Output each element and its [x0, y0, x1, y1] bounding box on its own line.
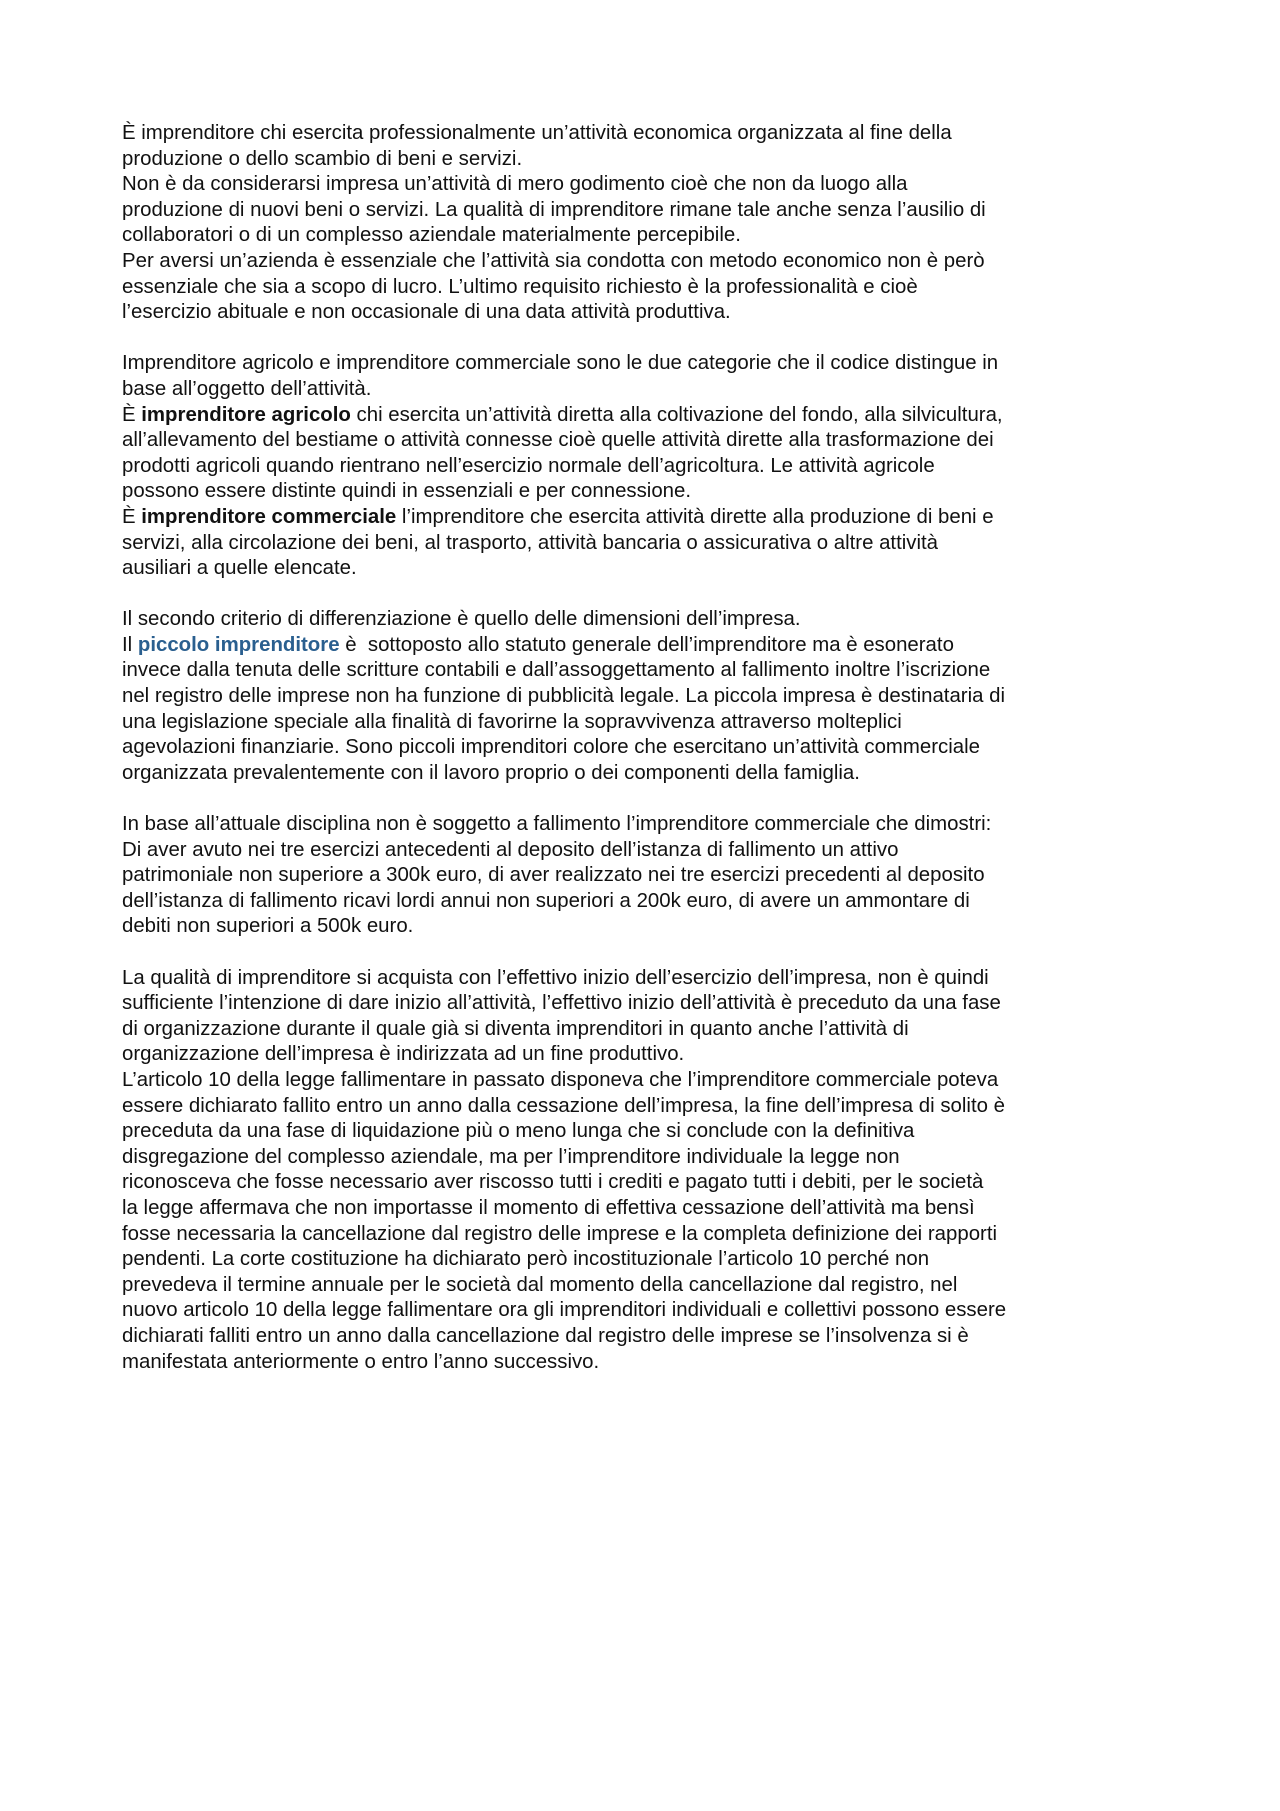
text-run: produzione o dello scambio di beni e servizi.	[122, 147, 523, 170]
text-run: l’esercizio abituale e non occasionale di una data attività produttiva.	[122, 301, 731, 324]
text-run: fosse necessaria la cancellazione dal registro delle imprese e la completa definizione dei rapporti	[122, 1222, 998, 1245]
text-run: è sottoposto allo statuto generale dell’imprenditore ma è esonerato	[339, 633, 954, 656]
text-run: possono essere distinte quindi in essenziali e per connessione.	[122, 480, 692, 503]
text-run: preceduta da una fase di liquidazione più o meno lunga che si conclude con la definitiva	[122, 1120, 915, 1143]
paragraph-gap	[122, 326, 1172, 352]
text-line	[122, 1042, 1172, 1068]
paragraph-gap	[122, 940, 1172, 966]
text-line	[122, 351, 1172, 377]
text-line	[122, 377, 1172, 403]
text-run: È	[122, 403, 142, 426]
text-line	[122, 607, 1172, 633]
text-run: Imprenditore agricolo e imprenditore commerciale sono le due categorie che il codice distingue in	[122, 352, 999, 375]
text-run: patrimoniale non superiore a 300k euro, di aver realizzato nei tre esercizi precedenti al deposito	[122, 864, 985, 887]
text-line	[122, 1247, 1172, 1273]
text-line	[122, 505, 1172, 531]
text-line	[122, 403, 1172, 429]
text-run: l’imprenditore che esercita attività dirette alla produzione di beni e	[396, 505, 994, 528]
text-line	[122, 889, 1172, 915]
text-run: prodotti agricoli quando rientrano nell’esercizio normale dell’agricoltura. Le attività agricole	[122, 454, 935, 477]
paragraph	[122, 351, 1172, 581]
bold-term: imprenditore agricolo	[141, 403, 351, 426]
text-run: agevolazioni finanziarie. Sono piccoli imprenditori colore che esercitano un’attività commerciale	[122, 736, 980, 759]
text-line	[122, 966, 1172, 992]
text-run: organizzazione dell’impresa è indirizzata ad un fine produttivo.	[122, 1043, 685, 1066]
text-run: pendenti. La corte costituzione ha dichiarato però incostituzionale l’articolo 10 perché non	[122, 1248, 930, 1271]
text-run: È	[122, 505, 142, 528]
text-run: produzione di nuovi beni o servizi. La qualità di imprenditore rimane tale anche senza l’ausilio di	[122, 198, 986, 221]
text-line	[122, 1170, 1172, 1196]
paragraph	[122, 812, 1172, 940]
highlighted-term: piccolo imprenditore	[137, 633, 340, 656]
text-run: La qualità di imprenditore si acquista con l’effettivo inizio dell’esercizio dell’impresa, non è quindi	[122, 966, 989, 989]
text-line	[122, 1196, 1172, 1222]
text-line	[122, 121, 1172, 147]
text-line	[122, 198, 1172, 224]
text-run: servizi, alla circolazione dei beni, al trasporto, attività bancaria o assicurativa o altre attività	[122, 531, 939, 554]
text-line	[122, 172, 1172, 198]
text-run: nuovo articolo 10 della legge fallimentare ora gli imprenditori individuali e collettivi possono essere	[122, 1299, 1007, 1322]
text-run: sufficiente l’intenzione di dare inizio all’attività, l’effettivo inizio dell’attività è preceduto da una fase	[122, 992, 1001, 1015]
text-line	[122, 147, 1172, 173]
text-run: L’articolo 10 della legge fallimentare in passato disponeva che l’imprenditore commerciale poteva	[122, 1068, 999, 1091]
text-run: di organizzazione durante il quale già si diventa imprenditori in quanto anche l’attività di	[122, 1017, 909, 1040]
text-line	[122, 812, 1172, 838]
text-run: una legislazione speciale alla finalità di favorirne la sopravvivenza attraverso molteplici	[122, 710, 902, 733]
document-body	[122, 121, 1172, 1375]
text-run: disgregazione del complesso aziendale, ma per l’imprenditore individuale la legge non	[122, 1145, 900, 1168]
text-run: Il secondo criterio di differenziazione è quello delle dimensioni dell’impresa.	[122, 608, 801, 631]
text-line	[122, 1145, 1172, 1171]
text-line	[122, 735, 1172, 761]
text-run: organizzata prevalentemente con il lavoro proprio o dei componenti della famiglia.	[122, 761, 860, 784]
text-run: Il	[122, 633, 138, 656]
text-run: collaboratori o di un complesso aziendale materialmente percepibile.	[122, 224, 741, 247]
text-line	[122, 658, 1172, 684]
text-line	[122, 249, 1172, 275]
text-run: In base all’attuale disciplina non è soggetto a fallimento l’imprenditore commerciale che dimostri:	[122, 813, 992, 836]
text-line	[122, 633, 1172, 659]
text-run: Per aversi un’azienda è essenziale che l’attività sia condotta con metodo economico non è però	[122, 249, 985, 272]
text-run: dell’istanza di fallimento ricavi lordi annui non superiori a 200k euro, di avere un ammontare di	[122, 889, 970, 912]
text-run: nel registro delle imprese non ha funzione di pubblicità legale. La piccola impresa è destinataria di	[122, 685, 1005, 708]
text-line	[122, 838, 1172, 864]
text-run: Non è da considerarsi impresa un’attività di mero godimento cioè che non da luogo alla	[122, 173, 908, 196]
text-line	[122, 1273, 1172, 1299]
text-line	[122, 300, 1172, 326]
text-line	[122, 223, 1172, 249]
text-run: all’allevamento del bestiame o attività connesse cioè quelle attività dirette alla trasformazione dei	[122, 429, 994, 452]
text-run: chi esercita un’attività diretta alla coltivazione del fondo, alla silvicultura,	[350, 403, 1003, 426]
text-run: invece dalla tenuta delle scritture contabili e dall’assoggettamento al fallimento inoltre l’iscrizione	[122, 659, 991, 682]
text-run: la legge affermava che non importasse il momento di effettiva cessazione dell’attività ma bensì	[122, 1196, 975, 1219]
paragraph	[122, 607, 1172, 786]
text-line	[122, 1094, 1172, 1120]
text-run: debiti non superiori a 500k euro.	[122, 915, 414, 938]
text-line	[122, 454, 1172, 480]
text-line	[122, 684, 1172, 710]
text-run: prevedeva il termine annuale per le società dal momento della cancellazione dal registro, nel	[122, 1273, 958, 1296]
text-line	[122, 863, 1172, 889]
text-line	[122, 479, 1172, 505]
text-line	[122, 710, 1172, 736]
paragraph-gap	[122, 582, 1172, 608]
text-run: È imprenditore chi esercita professionalmente un’attività economica organizzata al fine della	[122, 122, 952, 144]
text-line	[122, 991, 1172, 1017]
text-run: manifestata anteriormente o entro l’anno successivo.	[122, 1350, 600, 1373]
text-line	[122, 1350, 1172, 1376]
text-line	[122, 531, 1172, 557]
paragraph	[122, 966, 1172, 1376]
text-line	[122, 275, 1172, 301]
text-run: essere dichiarato fallito entro un anno dalla cessazione dell’impresa, la fine dell’impresa di solito è	[122, 1094, 1005, 1117]
text-line	[122, 1222, 1172, 1248]
text-line	[122, 1017, 1172, 1043]
text-run: essenziale che sia a scopo di lucro. L’ultimo requisito richiesto è la professionalità e cioè	[122, 275, 918, 298]
text-run: dichiarati falliti entro un anno dalla cancellazione dal registro delle imprese se l’insolvenza si è	[122, 1324, 969, 1347]
text-line	[122, 1119, 1172, 1145]
text-line	[122, 556, 1172, 582]
text-run: Di aver avuto nei tre esercizi antecedenti al deposito dell’istanza di fallimento un attivo	[122, 838, 899, 861]
paragraph-gap	[122, 786, 1172, 812]
text-line	[122, 914, 1172, 940]
text-line	[122, 1324, 1172, 1350]
paragraph	[122, 121, 1172, 326]
text-run: base all’oggetto dell’attività.	[122, 377, 372, 400]
text-run: riconosceva che fosse necessario aver riscosso tutti i crediti e pagato tutti i debiti, per le società	[122, 1171, 984, 1194]
bold-term: imprenditore commerciale	[141, 505, 397, 528]
text-line	[122, 1068, 1172, 1094]
text-run: ausiliari a quelle elencate.	[122, 557, 357, 580]
text-line	[122, 428, 1172, 454]
text-line	[122, 761, 1172, 787]
text-line	[122, 1298, 1172, 1324]
